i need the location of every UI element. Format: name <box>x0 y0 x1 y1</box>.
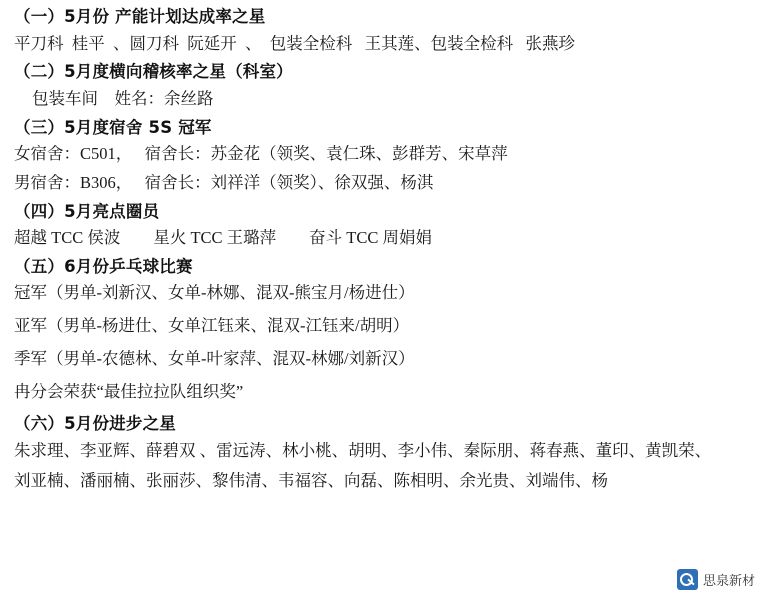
section-3 <box>14 115 753 197</box>
section-4-line-1: 超越 TCC 侯波 星火 TCC 王璐萍 奋斗 TCC 周娟娟 <box>14 228 433 248</box>
section-6 <box>14 411 753 494</box>
section-3-line-1: 女宿舍：C501， 宿舍长：苏金花（领奖、袁仁珠、彭群芳、宋草萍 <box>14 144 508 164</box>
section-2 <box>14 59 753 112</box>
section-4-heading: （四）5月亮点圈员 <box>14 201 160 221</box>
section-3-heading: （三）5月度宿舍 5S 冠军 <box>14 117 212 137</box>
section-5-line-3: 季军（男单-农德林、女单-叶家萍、混双-林娜/刘新汉） <box>14 348 415 368</box>
section-1-heading: （一）5月份 产能计划达成率之星 <box>14 7 266 26</box>
section-3-line-2: 男宿舍：B306， 宿舍长：刘祥洋（领奖）、徐双强、杨淇 <box>14 172 434 192</box>
section-5-heading: （五）6月份乒乓球比赛 <box>14 256 193 276</box>
section-4 <box>14 199 753 252</box>
section-5-line-1: 冠军（男单-刘新汉、女单-林娜、混双-熊宝月/杨进仕） <box>14 283 415 303</box>
section-1-line-1: 平刀科 桂平 、圆刀科 阮延开 、 包装全检科 王其莲、包装全检科 张燕珍 <box>14 33 575 53</box>
wechat-account-logo-icon <box>677 569 698 590</box>
section-2-heading: （二）5月度横向稽核率之星（科室） <box>14 62 293 82</box>
watermark-badge <box>673 567 759 592</box>
section-6-line-1: 朱求理、李亚辉、薛碧双 、雷远涛、林小桃、胡明、李小伟、秦际朋、蒋春燕、董印、黄凯荣、 <box>14 440 712 460</box>
section-2-line-1: 包装车间 姓名：余丝路 <box>32 88 214 108</box>
section-5-line-4: 冉分会荣获“最佳拉拉队组织奖” <box>14 381 244 401</box>
watermark-label: 思泉新材 <box>702 574 755 589</box>
section-6-heading: （六）5月份进步之星 <box>14 414 176 434</box>
section-6-line-2: 刘亚楠、潘丽楠、张丽莎、黎伟清、韦福容、向磊、陈相明、余光贵、刘端伟、杨 <box>14 470 608 490</box>
section-5 <box>14 254 753 405</box>
section-5-line-2: 亚军（男单-杨进仕、女单江钰来、混双-江钰来/胡明） <box>14 316 410 336</box>
section-1 <box>14 4 753 57</box>
